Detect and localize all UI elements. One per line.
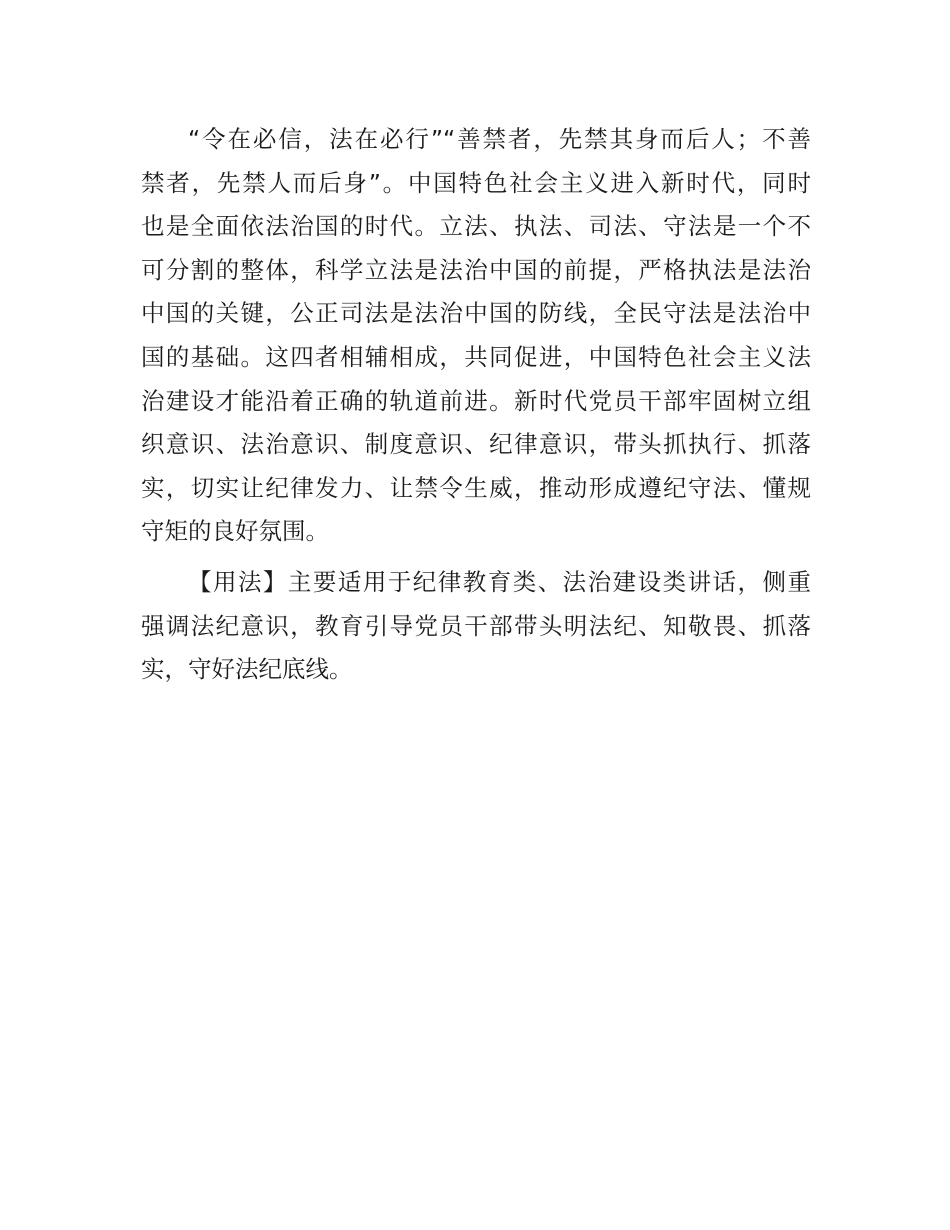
text-line: 也是全面依法治国的时代。立法、执法、司法、守法是一个不: [141, 212, 811, 241]
text-line: 可分割的整体，科学立法是法治中国的前提，严格执法是法治: [141, 255, 811, 284]
text-line: 守矩的良好氛围。: [141, 517, 329, 546]
paragraph-law-quote: [141, 118, 811, 554]
text-line: 中国的关键，公正司法是法治中国的防线，全民守法是法治中: [141, 299, 811, 328]
text-line: 实，切实让纪律发力、让禁令生威，推动形成遵纪守法、懂规: [141, 473, 811, 502]
paragraph-usage: [141, 561, 811, 692]
text-line: 治建设才能沿着正确的轨道前进。新时代党员干部牢固树立组: [141, 386, 811, 415]
text-line: 禁者，先禁人而后身”。中国特色社会主义进入新时代，同时: [141, 168, 811, 197]
document-body: [141, 118, 811, 692]
text-line: 强调法纪意识，教育引导党员干部带头明法纪、知敬畏、抓落: [141, 611, 811, 640]
text-line: 【用法】主要适用于纪律教育类、法治建设类讲话，侧重: [188, 567, 811, 596]
text-line: 国的基础。这四者相辅相成，共同促进，中国特色社会主义法: [141, 342, 811, 371]
text-line: 织意识、法治意识、制度意识、纪律意识，带头抓执行、抓落: [141, 430, 811, 459]
text-line: “令在必信，法在必行”“善禁者，先禁其身而后人；不善: [188, 125, 811, 153]
text-line: 实，守好法纪底线。: [141, 655, 353, 684]
